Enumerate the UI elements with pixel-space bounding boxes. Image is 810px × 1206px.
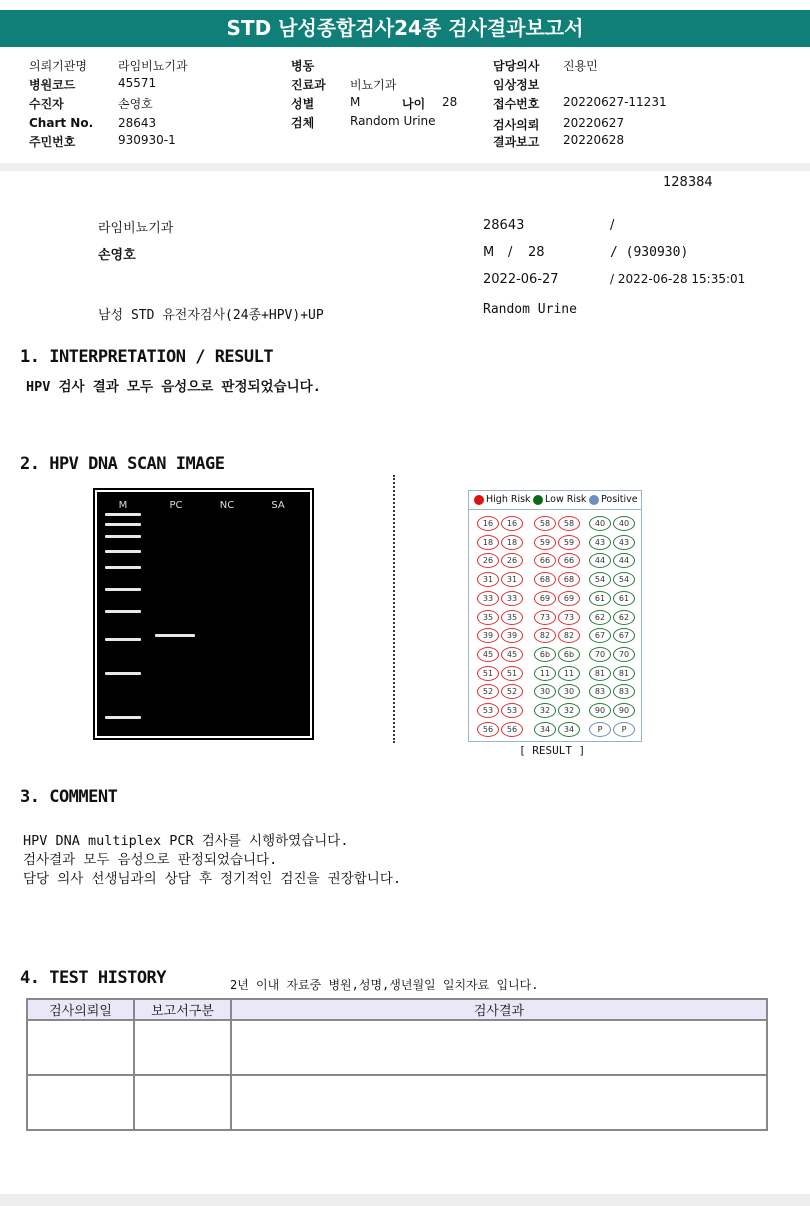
- ladder-band: [105, 523, 141, 526]
- hpv-cell: 68: [558, 572, 580, 587]
- birth-date: / (930930): [610, 245, 689, 260]
- separator: /: [508, 245, 513, 260]
- hpv-cell: 45: [501, 647, 523, 662]
- history-cell: [27, 1075, 134, 1130]
- report-datetime: / 2022-06-28 15:35:01: [610, 272, 746, 286]
- table-row: [27, 1075, 767, 1130]
- hpv-cell: 66: [558, 553, 580, 568]
- specimen: Random Urine: [483, 302, 577, 317]
- table-row: [27, 1020, 767, 1075]
- hpv-cell: 59: [534, 535, 556, 550]
- header-label: 병동: [291, 59, 315, 73]
- hpv-cell: 51: [477, 666, 499, 681]
- header-row: 의뢰기관명: [29, 59, 87, 73]
- hpv-cell: 11: [534, 666, 556, 681]
- header-label: 진료과: [291, 78, 326, 92]
- history-cell: [231, 1020, 767, 1075]
- hpv-cell: 56: [477, 722, 499, 737]
- ladder-band: [105, 638, 141, 641]
- section-2-title: 2. HPV DNA SCAN IMAGE: [20, 454, 225, 474]
- report-title: STD 남성종합검사24종 검사결과보고서: [0, 10, 810, 47]
- ladder-band: [105, 588, 141, 591]
- ladder-band: [105, 610, 141, 613]
- header-value: 20220628: [563, 133, 625, 147]
- hpv-cell: 6b: [534, 647, 556, 662]
- gel-image: [95, 490, 312, 738]
- hpv-cell: 69: [534, 591, 556, 606]
- hospital-name: 라임비뇨기과: [98, 221, 174, 236]
- hpv-cell: 73: [534, 610, 556, 625]
- hpv-cell: 53: [477, 703, 499, 718]
- low-risk-dot-icon: [533, 495, 543, 505]
- header-label: 임상정보: [493, 78, 540, 92]
- hpv-cell: 31: [477, 572, 499, 587]
- header-label: 담당의사: [493, 59, 540, 73]
- lane-label: M: [118, 500, 128, 511]
- hpv-cell: 54: [613, 572, 635, 587]
- hpv-cell: 62: [613, 610, 635, 625]
- age-value: 28: [442, 95, 458, 109]
- header-label: 검체: [291, 116, 315, 130]
- hpv-cell: 82: [534, 628, 556, 643]
- interpretation-text: HPV 검사 결과 모두 음성으로 판정되었습니다.: [26, 379, 321, 395]
- hpv-cell: 16: [477, 516, 499, 531]
- hpv-cell: 83: [613, 684, 635, 699]
- pc-band: [155, 634, 195, 637]
- header-value: M: [350, 95, 361, 109]
- hpv-cell: 18: [477, 535, 499, 550]
- positive-dot-icon: [589, 495, 599, 505]
- history-cell: [134, 1020, 231, 1075]
- legend-low: Low Risk: [545, 494, 587, 505]
- header-value: 손영호: [118, 97, 153, 111]
- hpv-cell: 30: [534, 684, 556, 699]
- hpv-cell: 67: [589, 628, 611, 643]
- hpv-cell: 26: [501, 553, 523, 568]
- hpv-cell: 40: [613, 516, 635, 531]
- hpv-cell: 73: [558, 610, 580, 625]
- lane-label: SA: [271, 500, 285, 511]
- hpv-cell: 81: [613, 666, 635, 681]
- sex: M: [483, 245, 495, 260]
- chip-caption: [ RESULT ]: [519, 744, 586, 757]
- lane-label: PC: [169, 500, 183, 511]
- ladder-band: [105, 535, 141, 538]
- hpv-cell: 18: [501, 535, 523, 550]
- ladder-band: [105, 550, 141, 553]
- hpv-cell: P: [589, 722, 611, 737]
- legend-positive: Positive: [601, 494, 638, 505]
- header-value: 930930-1: [118, 133, 176, 147]
- header-label: 수진자: [29, 97, 64, 111]
- hpv-cell: 26: [477, 553, 499, 568]
- section-1-title: 1. INTERPRETATION / RESULT: [20, 347, 274, 367]
- hpv-cell: 44: [589, 553, 611, 568]
- hpv-cell: 33: [501, 591, 523, 606]
- hpv-cell: 11: [558, 666, 580, 681]
- hpv-cell: 53: [501, 703, 523, 718]
- request-date: 2022-06-27: [483, 272, 559, 287]
- history-col-date: 검사의뢰일: [27, 999, 134, 1020]
- hpv-cell: 35: [477, 610, 499, 625]
- test-name: 남성 STD 유전자검사(24종+HPV)+UP: [98, 308, 324, 323]
- hpv-cell: 66: [534, 553, 556, 568]
- age: 28: [528, 245, 545, 260]
- header-value: Random Urine: [350, 114, 436, 128]
- header-value: 진용민: [563, 59, 598, 73]
- hpv-cell: 69: [558, 591, 580, 606]
- hpv-cell: 90: [613, 703, 635, 718]
- header-value: 28643: [118, 116, 157, 130]
- hpv-cell: 67: [613, 628, 635, 643]
- hpv-cell: 43: [589, 535, 611, 550]
- header-label: Chart No.: [29, 116, 94, 130]
- hpv-cell: 61: [589, 591, 611, 606]
- hpv-cell: 31: [501, 572, 523, 587]
- hpv-cell: 81: [589, 666, 611, 681]
- header-value: 20220627-11231: [563, 95, 667, 109]
- hpv-cell: 39: [501, 628, 523, 643]
- hpv-cell: 61: [613, 591, 635, 606]
- header-label: 접수번호: [493, 97, 540, 111]
- hpv-cell: 16: [501, 516, 523, 531]
- hpv-cell: 33: [477, 591, 499, 606]
- hpv-cell: 59: [558, 535, 580, 550]
- section-3-title: 3. COMMENT: [20, 787, 118, 807]
- hpv-cell: 34: [534, 722, 556, 737]
- divider-dotted: [393, 475, 395, 743]
- history-header-row: [27, 999, 767, 1020]
- header-divider: [0, 163, 810, 171]
- history-col-type: 보고서구분: [134, 999, 231, 1020]
- history-cell: [231, 1075, 767, 1130]
- hpv-cell: 6b: [558, 647, 580, 662]
- header-value: 비뇨기과: [350, 78, 397, 92]
- hpv-cell: 90: [589, 703, 611, 718]
- header-value: 45571: [118, 76, 157, 90]
- history-cell: [27, 1020, 134, 1075]
- footer-bar: [0, 1194, 810, 1206]
- hpv-cell: 51: [501, 666, 523, 681]
- hpv-cell: 43: [613, 535, 635, 550]
- legend-high: High Risk: [486, 494, 531, 505]
- header-label: 주민번호: [29, 135, 76, 149]
- slash: /: [610, 218, 615, 233]
- hpv-cell: 83: [589, 684, 611, 699]
- comment-line: HPV DNA multiplex PCR 검사를 시행하였습니다.: [23, 833, 349, 849]
- hpv-cell: 34: [558, 722, 580, 737]
- history-table: [26, 998, 768, 1131]
- hpv-cell: 30: [558, 684, 580, 699]
- hpv-cell: 35: [501, 610, 523, 625]
- comment-line: 담당 의사 선생님과의 상담 후 정기적인 검진을 권장합니다.: [23, 871, 402, 887]
- hpv-cell: 70: [589, 647, 611, 662]
- ladder-band: [105, 672, 141, 675]
- header-label: 성별: [291, 97, 315, 111]
- header-label: 검사의뢰: [493, 118, 540, 132]
- ladder-band: [105, 716, 141, 719]
- hpv-cell: 32: [534, 703, 556, 718]
- section-4-title: 4. TEST HISTORY: [20, 968, 167, 988]
- lane-label: NC: [219, 500, 235, 511]
- ladder-band: [105, 513, 141, 516]
- hpv-chip: [468, 490, 642, 742]
- age-label: 나이: [402, 97, 426, 111]
- history-cell: [134, 1075, 231, 1130]
- high-risk-dot-icon: [474, 495, 484, 505]
- patient-name: 손영호: [98, 248, 136, 263]
- header-label: 병원코드: [29, 78, 76, 92]
- hpv-cell: 39: [477, 628, 499, 643]
- hpv-cell: 82: [558, 628, 580, 643]
- hpv-cell: 54: [589, 572, 611, 587]
- chip-legend: [469, 491, 641, 510]
- chart-number: 28643: [483, 218, 525, 233]
- doc-number: 128384: [663, 175, 713, 190]
- hpv-cell: 32: [558, 703, 580, 718]
- hpv-cell: 62: [589, 610, 611, 625]
- hpv-cell: 58: [534, 516, 556, 531]
- hpv-cell: 45: [477, 647, 499, 662]
- hpv-cell: 56: [501, 722, 523, 737]
- header-value: 20220627: [563, 116, 625, 130]
- comment-line: 검사결과 모두 음성으로 판정되었습니다.: [23, 852, 278, 868]
- header-label: 결과보고: [493, 135, 540, 149]
- history-note: 2년 이내 자료중 병원,성명,생년월일 일치자료 입니다.: [230, 978, 539, 992]
- header-value: 라임비뇨기과: [118, 59, 188, 73]
- hpv-cell: 58: [558, 516, 580, 531]
- hpv-cell: 52: [501, 684, 523, 699]
- hpv-cell: 52: [477, 684, 499, 699]
- hpv-cell: 70: [613, 647, 635, 662]
- hpv-cell: P: [613, 722, 635, 737]
- hpv-cell: 44: [613, 553, 635, 568]
- history-col-result: 검사결과: [231, 999, 767, 1020]
- hpv-cell: 40: [589, 516, 611, 531]
- ladder-band: [105, 566, 141, 569]
- hpv-cell: 68: [534, 572, 556, 587]
